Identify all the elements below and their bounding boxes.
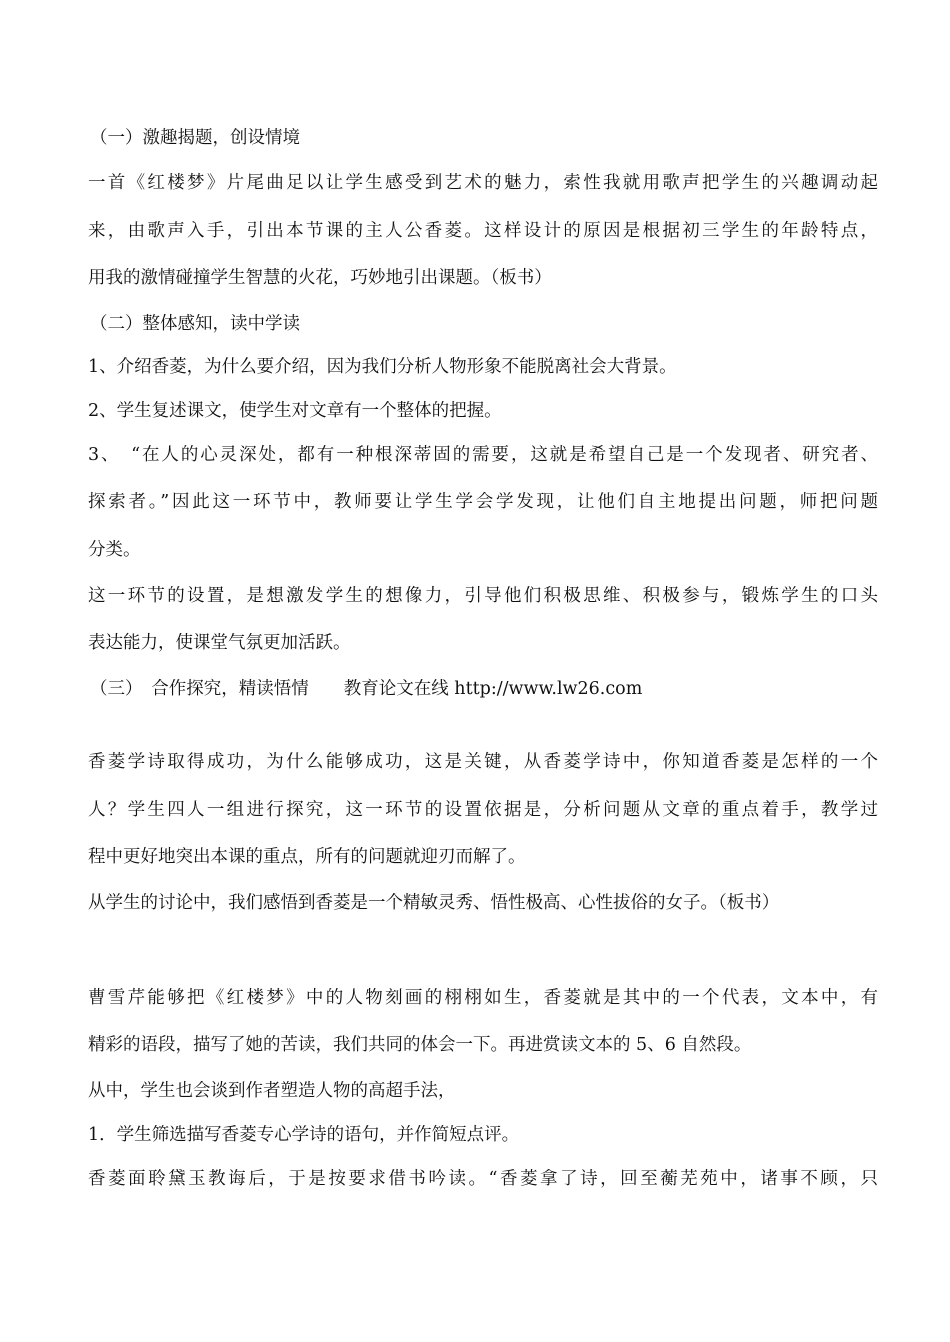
paragraph-line: 用我的激情碰撞学生智慧的火花，巧妙地引出课题。（板书） — [88, 268, 552, 288]
paragraph-line: 1．学生筛选描写香菱专心学诗的语句，并作简短点评。 — [88, 1125, 520, 1145]
section-heading-1: （一）激趣揭题，创设情境 — [90, 128, 300, 148]
section-heading-2: （二）整体感知，读中学读 — [90, 314, 300, 334]
list-item: 3、 “在人的心灵深处，都有一种根深蒂固的需要，这就是希望自己是一个发现者、研究者、 — [88, 445, 878, 465]
paragraph-line: 香菱面聆黛玉教诲后，于是按要求借书吟读。“香菱拿了诗，回至蘅芜苑中，诸事不顾，只 — [88, 1169, 878, 1189]
paragraph-line: 香菱学诗取得成功，为什么能够成功，这是关键，从香菱学诗中，你知道香菱是怎样的一个 — [88, 752, 878, 772]
section-heading-3: （三） 合作探究，精读悟情 教育论文在线 http://www.lw26.com — [90, 679, 643, 699]
list-item-continuation: 探索者。”因此这一环节中，教师要让学生学会学发现，让他们自主地提出问题，师把问题 — [88, 492, 878, 512]
list-item: 2、学生复述课文，使学生对文章有一个整体的把握。 — [88, 401, 502, 421]
paragraph-line: 一首《红楼梦》片尾曲足以让学生感受到艺术的魅力，索性我就用歌声把学生的兴趣调动起 — [88, 173, 878, 193]
list-item: 1、介绍香菱，为什么要介绍，因为我们分析人物形象不能脱离社会大背景。 — [88, 357, 677, 377]
paragraph-line: 精彩的语段，描写了她的苦读，我们共同的体会一下。再进赏读文本的 5、6 自然段。 — [88, 1035, 752, 1055]
paragraph-line: 表达能力，使课堂气氛更加活跃。 — [88, 633, 351, 653]
list-item-continuation: 分类。 — [88, 540, 141, 560]
paragraph-line: 从中，学生也会谈到作者塑造人物的高超手法， — [88, 1081, 456, 1101]
paragraph-line: 人？学生四人一组进行探究，这一环节的设置依据是，分析问题从文章的重点着手，教学过 — [88, 800, 878, 820]
paragraph-line: 从学生的讨论中，我们感悟到香菱是一个精敏灵秀、悟性极高、心性拔俗的女子。（板书） — [88, 893, 780, 913]
paragraph-line: 曹雪芹能够把《红楼梦》中的人物刻画的栩栩如生，香菱就是其中的一个代表，文本中，有 — [88, 988, 878, 1008]
paragraph-line: 这一环节的设置，是想激发学生的想像力，引导他们积极思维、积极参与，锻炼学生的口头 — [88, 586, 878, 606]
paragraph-line: 程中更好地突出本课的重点，所有的问题就迎刃而解了。 — [88, 847, 526, 867]
paragraph-line: 来，由歌声入手，引出本节课的主人公香菱。这样设计的原因是根据初三学生的年龄特点， — [88, 221, 878, 241]
